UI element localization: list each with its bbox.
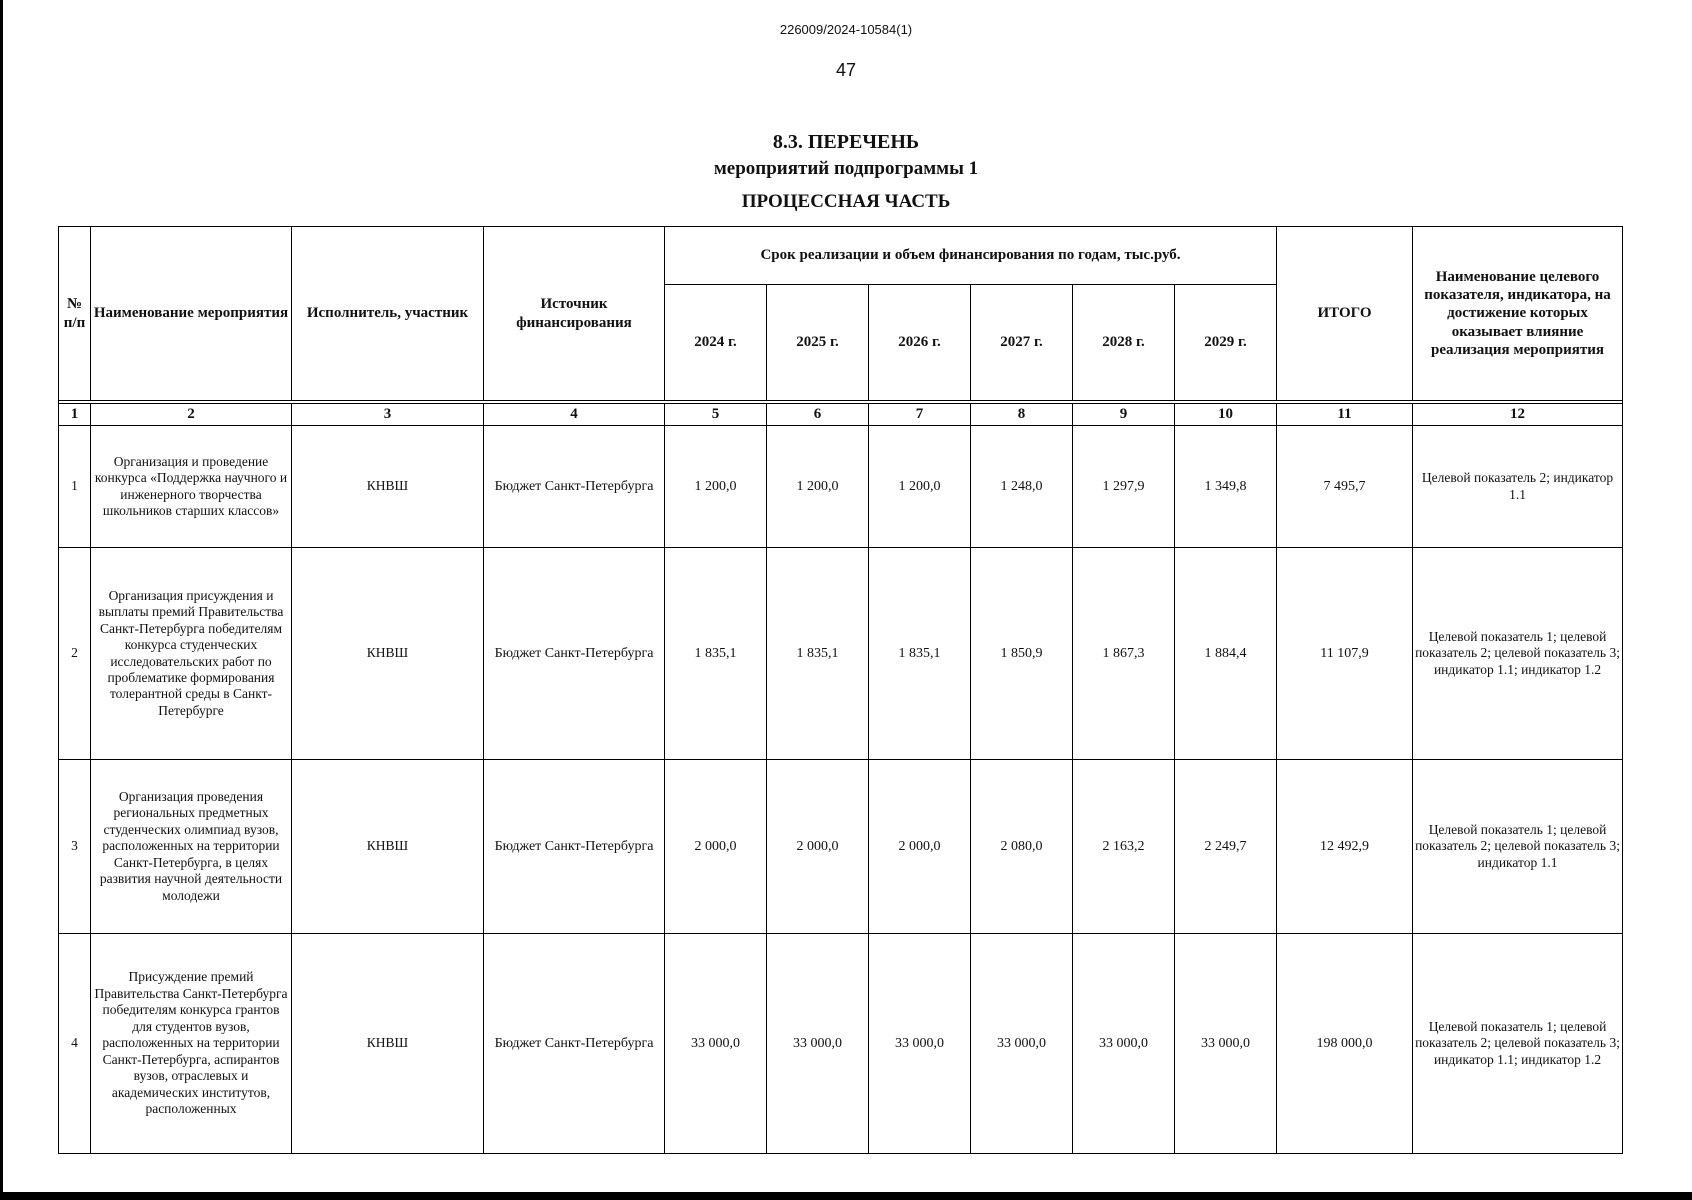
column-index: 12 — [1413, 404, 1623, 426]
amount-2027: 1 248,0 — [971, 426, 1073, 548]
header-source: Источник финансирования — [484, 227, 665, 401]
amount-2026: 2 000,0 — [869, 760, 971, 934]
amount-total: 198 000,0 — [1277, 934, 1413, 1154]
indicator: Целевой показатель 1; целевой показатель 2; целевой показатель 3; индикатор 1.1; индикатор 1.2 — [1413, 934, 1623, 1154]
row-number: 4 — [59, 934, 91, 1154]
section-title: ПРОЦЕССНАЯ ЧАСТЬ — [741, 191, 951, 212]
column-index: 7 — [869, 404, 971, 426]
header-period: Срок реализации и объем финансирования по годам, тыс.руб. — [665, 227, 1277, 285]
amount-2028: 1 867,3 — [1073, 548, 1175, 760]
measure-name: Организация присуждения и выплаты премий Правительства Санкт-Петербурга победителям конкурса студенческих исследовательских работ по проблематике формирования толерантной среды в Санкт-Петербурге — [91, 548, 292, 760]
amount-2024: 33 000,0 — [665, 934, 767, 1154]
page-left-edge — [0, 0, 3, 1200]
amount-2029: 2 249,7 — [1175, 760, 1277, 934]
column-index: 9 — [1073, 404, 1175, 426]
amount-2026: 33 000,0 — [869, 934, 971, 1154]
executor: КНВШ — [292, 760, 484, 934]
header-year: 2024 г. — [665, 285, 767, 401]
funding-source: Бюджет Санкт-Петербурга — [484, 548, 665, 760]
amount-2025: 33 000,0 — [767, 934, 869, 1154]
table-row — [59, 934, 1623, 1154]
column-index: 2 — [91, 404, 292, 426]
amount-2024: 1 200,0 — [665, 426, 767, 548]
header-name: Наименование мероприятия — [91, 227, 292, 401]
amount-2027: 1 850,9 — [971, 548, 1073, 760]
document-subtitle: мероприятий подпрограммы 1 — [713, 158, 979, 179]
header-total: ИТОГО — [1277, 227, 1413, 401]
document-title: 8.3. ПЕРЕЧЕНЬ — [772, 131, 920, 153]
indicator: Целевой показатель 1; целевой показатель 2; целевой показатель 3; индикатор 1.1 — [1413, 760, 1623, 934]
amount-2027: 33 000,0 — [971, 934, 1073, 1154]
column-index: 1 — [59, 404, 91, 426]
amount-total: 12 492,9 — [1277, 760, 1413, 934]
header-year: 2027 г. — [971, 285, 1073, 401]
executor: КНВШ — [292, 426, 484, 548]
amount-2024: 1 835,1 — [665, 548, 767, 760]
table-row — [59, 760, 1623, 934]
column-index: 10 — [1175, 404, 1277, 426]
measures-table — [58, 226, 1623, 1154]
registration-number: 226009/2024-10584(1) — [779, 22, 913, 37]
amount-2025: 2 000,0 — [767, 760, 869, 934]
column-index: 5 — [665, 404, 767, 426]
indicator: Целевой показатель 1; целевой показатель 2; целевой показатель 3; индикатор 1.1; индикатор 1.2 — [1413, 548, 1623, 760]
amount-2025: 1 200,0 — [767, 426, 869, 548]
page-number: 47 — [835, 60, 857, 80]
funding-source: Бюджет Санкт-Петербурга — [484, 760, 665, 934]
executor: КНВШ — [292, 548, 484, 760]
column-index: 6 — [767, 404, 869, 426]
header-year: 2028 г. — [1073, 285, 1175, 401]
column-index: 11 — [1277, 404, 1413, 426]
header-num: № п/п — [59, 227, 91, 401]
amount-2024: 2 000,0 — [665, 760, 767, 934]
measure-name: Организация и проведение конкурса «Поддержка научного и инженерного творчества школьников старших классов» — [91, 426, 292, 548]
header-year: 2026 г. — [869, 285, 971, 401]
amount-2028: 33 000,0 — [1073, 934, 1175, 1154]
page-bottom-edge — [0, 1192, 1692, 1200]
amount-2029: 1 884,4 — [1175, 548, 1277, 760]
measure-name: Организация проведения региональных предметных студенческих олимпиад вузов, расположенных на территории Санкт-Петербурга, в целях развития научной деятельности молодежи — [91, 760, 292, 934]
table-row — [59, 548, 1623, 760]
row-number: 2 — [59, 548, 91, 760]
funding-source: Бюджет Санкт-Петербурга — [484, 934, 665, 1154]
funding-source: Бюджет Санкт-Петербурга — [484, 426, 665, 548]
column-index: 3 — [292, 404, 484, 426]
header-executor: Исполнитель, участник — [292, 227, 484, 401]
amount-2029: 1 349,8 — [1175, 426, 1277, 548]
row-number: 1 — [59, 426, 91, 548]
row-number: 3 — [59, 760, 91, 934]
amount-2026: 1 835,1 — [869, 548, 971, 760]
column-index: 4 — [484, 404, 665, 426]
amount-2029: 33 000,0 — [1175, 934, 1277, 1154]
header-year: 2029 г. — [1175, 285, 1277, 401]
amount-2027: 2 080,0 — [971, 760, 1073, 934]
amount-2028: 1 297,9 — [1073, 426, 1175, 548]
amount-total: 7 495,7 — [1277, 426, 1413, 548]
measure-name: Присуждение премий Правительства Санкт-Петербурга победителям конкурса грантов для студентов вузов, расположенных на территории Санкт-Петербурга, аспирантов вузов, отраслевых и академических институтов, расположенных — [91, 934, 292, 1154]
table-row — [59, 426, 1623, 548]
header-row-top — [59, 227, 1623, 285]
column-index-row — [59, 404, 1623, 426]
amount-2028: 2 163,2 — [1073, 760, 1175, 934]
amount-2026: 1 200,0 — [869, 426, 971, 548]
header-year: 2025 г. — [767, 285, 869, 401]
header-indicator: Наименование целевого показателя, индикатора, на достижение которых оказывает влияние реализация мероприятия — [1413, 227, 1623, 401]
amount-total: 11 107,9 — [1277, 548, 1413, 760]
executor: КНВШ — [292, 934, 484, 1154]
column-index: 8 — [971, 404, 1073, 426]
amount-2025: 1 835,1 — [767, 548, 869, 760]
indicator: Целевой показатель 2; индикатор 1.1 — [1413, 426, 1623, 548]
